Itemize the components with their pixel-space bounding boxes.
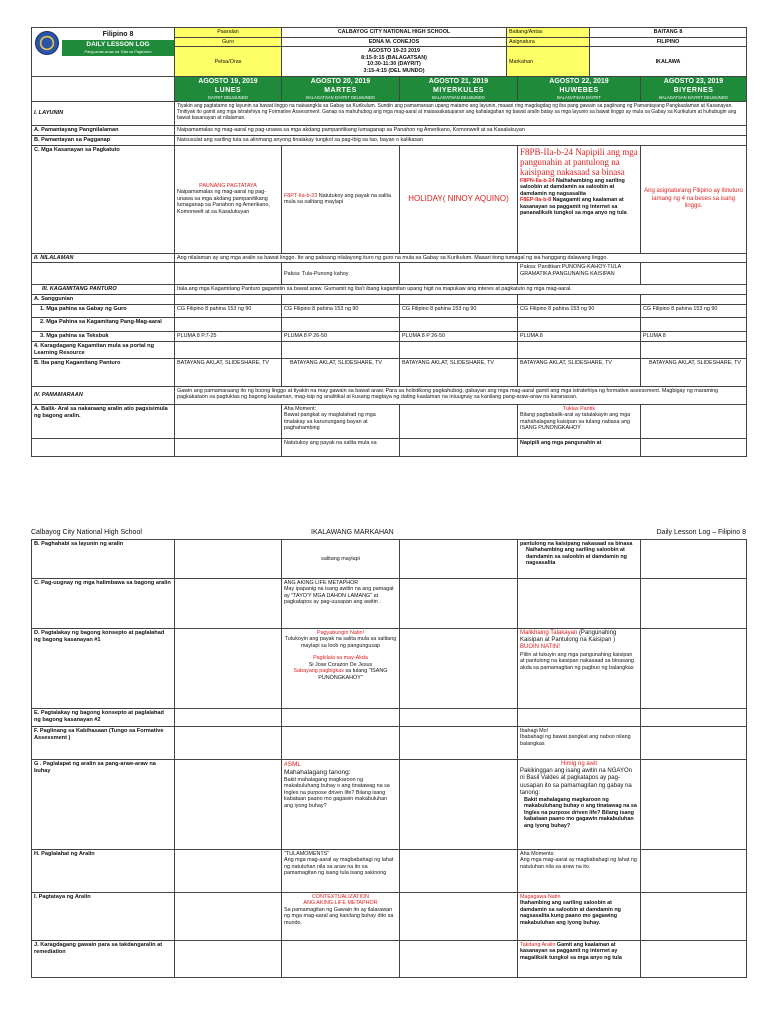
- paghahabi-martes: salitang maylapi: [282, 540, 400, 579]
- paglalahat-martes: "TULAMOMENTS" Ang mga mag-aaral ay magbabahagi ng lahat ng natutuhan nila sa araw na ito sa pamamagitan ng isang tula isang sakinong: [282, 850, 400, 893]
- pagtataya-martes-t: Sa pamamagitan ng Gawain ito ay ilalarawan ng mga mag-aaral ang kanilang buhay dito sa mundo.: [284, 906, 394, 926]
- kasanayan-huwebes-code3: F8EP-IIa-b-8: [520, 197, 552, 204]
- paaralan-label: Paaralan: [175, 28, 282, 38]
- gabay-martes: CG Filipino 8 pahina 153 ng 90: [282, 304, 400, 317]
- paglalapat-huwebes-t: Pakikinggan ang isang awitin na NGAYOn ni Basil Valdes at pagkatapos ay pag-uusapan ito sa pamamagitan ng gabay na tanong:: [520, 768, 632, 796]
- petsa-value: AGOSTO 19-23 2019 8:15-9:15 (BALAGATSAN) 10:30-11:30 (DAYRIT) 3:15-4:15 (DEL MUNDO): [282, 47, 507, 77]
- teksbuk-biyernes: PLUMA 8: [641, 331, 747, 341]
- paglalahat-huwebes: Aha Moments: Ang mga mag-aaral ay magbabahagi ng lahat ng natutuhan nila sa araw na ito.: [518, 850, 641, 893]
- dll-table-page-2: [31, 539, 747, 978]
- pagtalakay-1-martes-h3: Sabayang pagbigkas: [293, 668, 344, 675]
- kasanayan-huwebes-text2: Naihahambing ang sariling saloobin at damdamin sa saloobin at damdamin ng nagsasalita: [520, 177, 625, 197]
- teksbuk-lunes: PLUMA 8 P.7-25: [175, 331, 282, 341]
- runhead-school: Calbayog City National High School: [31, 529, 142, 536]
- paglalapat-huwebes: [518, 760, 641, 850]
- day-sections: BALAGATSAN DAYRIT: [557, 95, 601, 101]
- guro-value: EDNA M. CONEJOS: [282, 38, 507, 47]
- learning-resource-label: 4. Karagdagang Kagamitan mula sa portal ng Learning Resource: [32, 341, 175, 358]
- iba-martes: BATAYANG AKLAT, SLIDESHARE, TV: [282, 358, 400, 386]
- karagdagang-gawain-huwebes: [518, 941, 641, 978]
- balik-aral-huwebes-text: Bilang pagbabalik-aral ay tatalakayin ang mga mahahalagang kaisipan sa tulang nabasa ang ISANG PUNONGKAHOY: [520, 412, 631, 432]
- karagdagang-gawain-label: J. Karagdagang gawain para sa takdangaralin at remediation: [32, 941, 175, 978]
- day-sections: BALAGATSAN DAYRIT DELMUNDO: [659, 95, 728, 101]
- nilalaman-lunes: [175, 263, 282, 285]
- day-header-biyernes: [641, 77, 747, 102]
- pag-uugnay-label: C. Pag-uugnay ng mga halimbawa sa bagong aralin: [32, 579, 175, 629]
- gabay-lunes: CG Filipino 8 pahina 153 ng 90: [175, 304, 282, 317]
- pagtalakay-1-huwebes: [518, 629, 641, 709]
- day-header-martes: [282, 77, 400, 102]
- pamamaraan-label: IV. PAMAMARAAN: [32, 386, 175, 404]
- pagtataya-huwebes-t: Ihahambing ang sariling saloobin at damdamin sa saloobin at damdamin ng nagsasalita kung paano mo gagawing makabuluhan ang iyong buhay.: [520, 900, 621, 926]
- teksbuk-miyerkules: PLUMA 8 P 26-50: [400, 331, 518, 341]
- kasanayan-lunes: [175, 145, 282, 253]
- kagamitang-mag-aaral-label: 2. Mga Pahina sa Kagamitang Pang-Mag-aaral: [32, 317, 175, 331]
- balik-aral-huwebes: [518, 404, 641, 438]
- teksbuk-label: 3. Mga pahina sa Teksbuk: [32, 331, 175, 341]
- paglalahat-label: H. Paglalahat ng Aralin: [32, 850, 175, 893]
- day-date: AGOSTO 21, 2019: [428, 78, 489, 86]
- gabay-miyerkules: CG Filipino 8 pahina 153 ng 90: [400, 304, 518, 317]
- kasanayan-huwebes-head: Napipili ang mga pangunahin at pantulong na kaisipang nakasaad sa binasa: [520, 146, 638, 178]
- day-name: HUWEBES: [559, 86, 599, 94]
- day-header-spacer: [32, 77, 175, 102]
- kasanayan-huwebes: [518, 145, 641, 253]
- school-logo-block: [32, 28, 175, 77]
- gabay-huwebes: CG Filipino 8 pahina 153 ng 90: [518, 304, 641, 317]
- kasanayan-martes-code: F8PT-IIa-b-23: [284, 192, 318, 199]
- paghahabi-label: B. Paghahabi sa layunin ng aralin: [32, 540, 175, 579]
- pagtalakay-1-label: D. Pagtalakay ng bagong konsepto at paglalahad ng bagong kasanayan #1: [32, 629, 175, 709]
- pagtataya-label: I. Pagtataya ng Aralin: [32, 893, 175, 941]
- nilalaman-text: Ang nilalaman ay ang mga aralin sa bawat linggo. Ito ang paksang nilalayong ituro ng guro na mula sa Gabay sa Kurikulum. Maaari itong tumagal ng isa hanggang dalawang linggo.: [175, 253, 747, 263]
- pagtalakay-1-martes: [282, 629, 400, 709]
- day-name: MARTES: [324, 86, 357, 94]
- kasanayan-huwebes-code2: F8PN-IIa-b-24: [520, 177, 555, 184]
- dll-table-page-1: [31, 27, 747, 77]
- gabay-biyernes: CG Filipino 8 pahina 153 ng 90: [641, 304, 747, 317]
- day-header-lunes: [175, 77, 282, 102]
- paglinang-label: F. Paglinang sa Kabihasaan (Tungo sa Formative Assessment ): [32, 727, 175, 760]
- pamantayan-pagganap-text: Naisusulat ang sariling tula sa alinmang anyong tinalakay tungkol sa pag-ibig sa tao, bayan o kalikasan: [175, 136, 747, 146]
- pagtalakay-1-huwebes-t1: (Pangunahing Kaisipan at Pantulong na Kaisipan ): [520, 630, 617, 644]
- last-row-huwebes: Napipili ang mga pangunahin at: [518, 438, 641, 456]
- paglalapat-martes: [282, 760, 400, 850]
- petsa-label: Petsa/Oras: [175, 47, 282, 77]
- kasanayan-lunes-head: PAUNANG PAGTATAYA: [199, 182, 257, 189]
- day-date: AGOSTO 23, 2019: [663, 78, 724, 86]
- pagtalakay-1-huwebes-h2: BUOIN NATIN!: [520, 644, 560, 651]
- sanggunian-label: A. Sanggunian: [32, 295, 175, 305]
- layunin-text: Tiyakin ang pagtatamo ng layunin sa bawat linggo na nakaangkla sa Gabay sa Kurikulum. Sundin ang pamamaraan upang matamo ang layunin, maaari ring magdagdag ng iba pang gawain sa paglinang ng Pamantayang Pangkaalaman at Kasanayan. Tinitiyak ito gamit ang mga istratehiya ng Formative Assessment. Ganap na mahuhubog ang mga mag-aaral at maisasakatuparan ang kahalagahan ng bawat aralin batay sa mga layunin sa bawat linggo ay mula sa Gabay sa Kurikulum at huhubugin ang bawat kasanayan at nilalaman.: [175, 102, 747, 126]
- teksbuk-huwebes: PLUMA 8: [518, 331, 641, 341]
- paghahabi-huwebes-1: pantulong na kaisipang nakasaad sa binasa: [520, 541, 633, 547]
- deped-seal-icon: [35, 31, 59, 55]
- day-date: AGOSTO 19, 2019: [198, 78, 258, 86]
- paglinang-huwebes: Ibahagi Mo! Ibabahagi ng bawat pangkat ang nabuo nilang balangkas: [518, 727, 641, 760]
- guro-label: Guro: [175, 38, 282, 47]
- kasanayan-lunes-text: Naipamamalas ng mag-aaral ng pag-unawa sa mga akdang pampanitikang lumaganap sa Panahon ng Amerikano, Komonwelt at sa Kasalukuyan: [177, 189, 270, 215]
- dll-days-table: [31, 76, 747, 456]
- logo-tagline: Pang-araw-araw na Tala sa Pagtuturo: [62, 50, 174, 56]
- nilalaman-label: II. NILALAMAN: [32, 253, 175, 263]
- balik-aral-label: A. Balik- Aral sa nakaraang aralin at/o pagsisimula ng bagong aralin.: [32, 404, 175, 438]
- iba-biyernes: BATAYANG AKLAT, SLIDESHARE, TV: [641, 358, 747, 386]
- page-2-running-header: [31, 529, 746, 539]
- balik-aral-martes: Aha Moment: Bawat pangkat ay maglalahad ng mga tinalakay sa karunungang bayan at paghahambing: [282, 404, 400, 438]
- nilalaman-huwebes: Paksa: Panitikan:PUNONG-KAHOY-TULA GRAMATIKA:PANGUNAING KAISIPAN: [518, 263, 641, 285]
- day-sections: DAYRIT DELMUNDO: [207, 95, 249, 101]
- pamantayang-pangnilalaman-label: A. Pamantayang Pangnilalaman: [32, 126, 175, 136]
- paghahabi-huwebes-2: Naihahambing ang sariling saloobin at damdamin sa saloobin at damdamin ng nagsasalita: [526, 547, 627, 567]
- dll-sheet-page-2: [31, 539, 746, 978]
- day-name: MIYERKULES: [433, 86, 484, 94]
- paghahabi-huwebes: [518, 540, 641, 579]
- baitang-label: Baitang/Antas: [507, 28, 590, 38]
- runhead-quarter: IKALAWANG MARKAHAN: [311, 529, 394, 536]
- pagtataya-martes-h: CONTEXTUALIZATION ANG AKING LIFE METAPHOR: [303, 894, 378, 907]
- pagtalakay-1-martes-t3: sa tulang "ISANG PUNONGKAHOY": [318, 668, 388, 681]
- kasanayan-martes: [282, 145, 400, 253]
- pagtalakay-1-martes-t2: Si Jose Corazon De Jesus: [308, 661, 373, 668]
- teksbuk-martes: PLUMA 8 P 26-50: [282, 331, 400, 341]
- paaralan-value: CALBAYOG CITY NATIONAL HIGH SCHOOL: [282, 28, 507, 38]
- pag-uugnay-martes: ANG AKING LIFE METAPHOR May ipapanig na isang awitin na ang pamagat ay "TAYO'Y MGA DAHON LAMANG" at pagkatapos ay pag-uusapan ang awitin .: [282, 579, 400, 629]
- pagtataya-huwebes: [518, 893, 641, 941]
- paglalapat-label: G . Paglalapat ng aralin sa pang-araw-araw na buhay: [32, 760, 175, 850]
- kasanayan-label: C. Mga Kasanayan sa Pagkatuto: [32, 145, 175, 253]
- paglalapat-martes-h: #SML: [284, 761, 301, 768]
- markahan-label: Markahan: [507, 47, 590, 77]
- pagtataya-huwebes-h: Magagawa Natin: [520, 894, 561, 900]
- day-name: BIYERNES: [673, 86, 714, 94]
- pagtalakay-2-label: E. Pagtalakay ng bagong konsepto at paglalahad ng bagong kasanayan #2: [32, 709, 175, 727]
- nilalaman-miyerkules: [400, 263, 518, 285]
- kasanayan-huwebes-text3: Nagagamit ang kaalaman at kasanayan sa paggamit ng internet sa pananaliksik tungkol sa mga anyo ng tula: [520, 197, 627, 217]
- paglalapat-huwebes-t2: Bakit mahalagang magkaroon ng makabuluhang buhay o ang tinatawag na sa Ingles na purpose driven life? Bilang isang kabataan paano mo gagawin makabuluhan ang iyong buhay?: [524, 796, 637, 829]
- day-name: LUNES: [214, 86, 242, 94]
- pagtalakay-1-huwebes-t2: Piliin at tukuyin ang mga pangunahing kaisipan at pantulong na kaisipan nakasaad sa binasang akda sa pamamagitan ng pagbuo ng balangkas: [520, 651, 634, 671]
- logo-title: Filipino 8: [102, 31, 134, 38]
- markahan-value: IKALAWA: [590, 47, 747, 77]
- kasanayan-biyernes-note: Ang asignaturang Filipino ay itinuturo lamang ng 4 na beses sa isang linggo.: [641, 145, 747, 253]
- pamantayan-pagganap-label: B. Pamantayan sa Pagganap: [32, 136, 175, 146]
- paglalapat-martes-h2: Mahahalagang tanong:: [284, 768, 351, 776]
- asignatura-value: FILIPINO: [590, 38, 747, 47]
- day-date: AGOSTO 22, 2019: [549, 78, 609, 86]
- iba-huwebes: BATAYANG AKLAT, SLIDESHARE, TV: [518, 358, 641, 386]
- pagtalakay-1-martes-t1: Tutukoyin ang payak na salita mula sa salitang maylapi sa loob ng pangungusap: [284, 636, 397, 649]
- kagamitan-text: Itala ang mga Kagamitang Panturo gagamitin sa bawat araw. Gumamit ng iba't ibang kagamitan upang higit na mapukaw ang interes at pagkatuto ng mga mag-aaral.: [175, 285, 747, 295]
- nilalaman-martes: Paksa: Tula-Punong kahoy: [282, 263, 400, 285]
- balik-aral-huwebes-head: Tuklas Pantik: [562, 405, 596, 412]
- iba-pang-kagamitan-label: B. Iba pang Kagamitang Panturo: [32, 358, 175, 386]
- iba-lunes: BATAYANG AKLAT, SLIDESHARE, TV: [175, 358, 282, 386]
- asignatura-label: Asignatura: [507, 38, 590, 47]
- last-row-martes: Natutukoy ang payak na salita mula sa: [282, 438, 400, 456]
- day-date: AGOSTO 20, 2019: [310, 78, 371, 86]
- kasanayan-martes-text: Natutukoy ang payak na salita mula sa salitang maylapi: [284, 192, 391, 206]
- kagamitan-label: III. KAGAMITANG PANTURO: [32, 285, 175, 295]
- iba-miyerkules: BATAYANG AKLAT, SLIDESHARE, TV: [400, 358, 518, 386]
- day-sections: BALAGATSAN DAYRIT DELMUNDO: [306, 95, 375, 101]
- paglalapat-martes-t: Bakit mahalagang magkaroon ng makabuluhang buhay o ang tinatawag na sa Ingles na purpose driven life? Bilang isang kabataan paano mo gagawin makabuluhan ang iyong buhay?: [284, 776, 390, 809]
- day-header-huwebes: [518, 77, 641, 102]
- pagtalakay-1-martes-h2: Pagkilala sa may-Akda: [313, 655, 368, 662]
- pagtalakay-1-huwebes-h1: Malikhaing Talakayan: [520, 630, 578, 636]
- kasanayan-miyerkules-holiday: HOLIDAY( NINOY AQUINO): [400, 145, 518, 253]
- logo-subtitle: DAILY LESSON LOG: [62, 40, 174, 50]
- day-header-miyerkules: [400, 77, 518, 102]
- karagdagang-gawain-huwebes-t: Gamit ang kaalaman at kasanayan sa paggamit ng internet ay magaliksik tungkol sa mga anyo ng tula: [520, 942, 622, 961]
- kasanayan-huwebes-code: F8PB-IIa-b-24: [520, 146, 573, 157]
- pamantayang-pangnilalaman-text: Naipamamalas ng mag-aaral ng pag-unawa sa mga akdang pampanitikang lumaganap sa Panahon ng Amerikano, Komonwelt at sa Kasalukuyan: [175, 126, 747, 136]
- pamamaraan-text: Gawin ang pamamaraang ito ng buong linggo at tiyakin na may gawain sa bawat araw. Para sa holistikong pagkahubog, gabayan ang mga mag-aaral gamit ang mga istratehiya ng formative assessment. Magbigay ng maraming pagkakataon sa pagtuklas ng bagong kaalaman, mag-isip ng analitikal at kusang magtaya ng dating kaalaman na iniuugnay sa kanilang pang-araw-araw na karanasan.: [175, 386, 747, 404]
- dll-sheet-page-1: [31, 27, 746, 457]
- nilalaman-blank: [32, 263, 175, 285]
- day-sections: BALAGATSAN DELMUNDO: [432, 95, 485, 101]
- pagtataya-martes: [282, 893, 400, 941]
- baitang-value: BAITANG 8: [590, 28, 747, 38]
- layunin-label: I. LAYUNIN: [32, 102, 175, 126]
- gabay-label: 1. Mga pahina sa Gabay ng Guro: [32, 304, 175, 317]
- paglalapat-huwebes-h: Himig ng awit: [560, 761, 597, 767]
- runhead-title: Daily Lesson Log – Filipino 8: [656, 529, 746, 536]
- pagtalakay-1-martes-h1: Pagyabungin Natin!: [316, 630, 365, 636]
- nilalaman-biyernes: [641, 263, 747, 285]
- karagdagang-gawain-huwebes-h: Takdang Aralin: [520, 942, 556, 948]
